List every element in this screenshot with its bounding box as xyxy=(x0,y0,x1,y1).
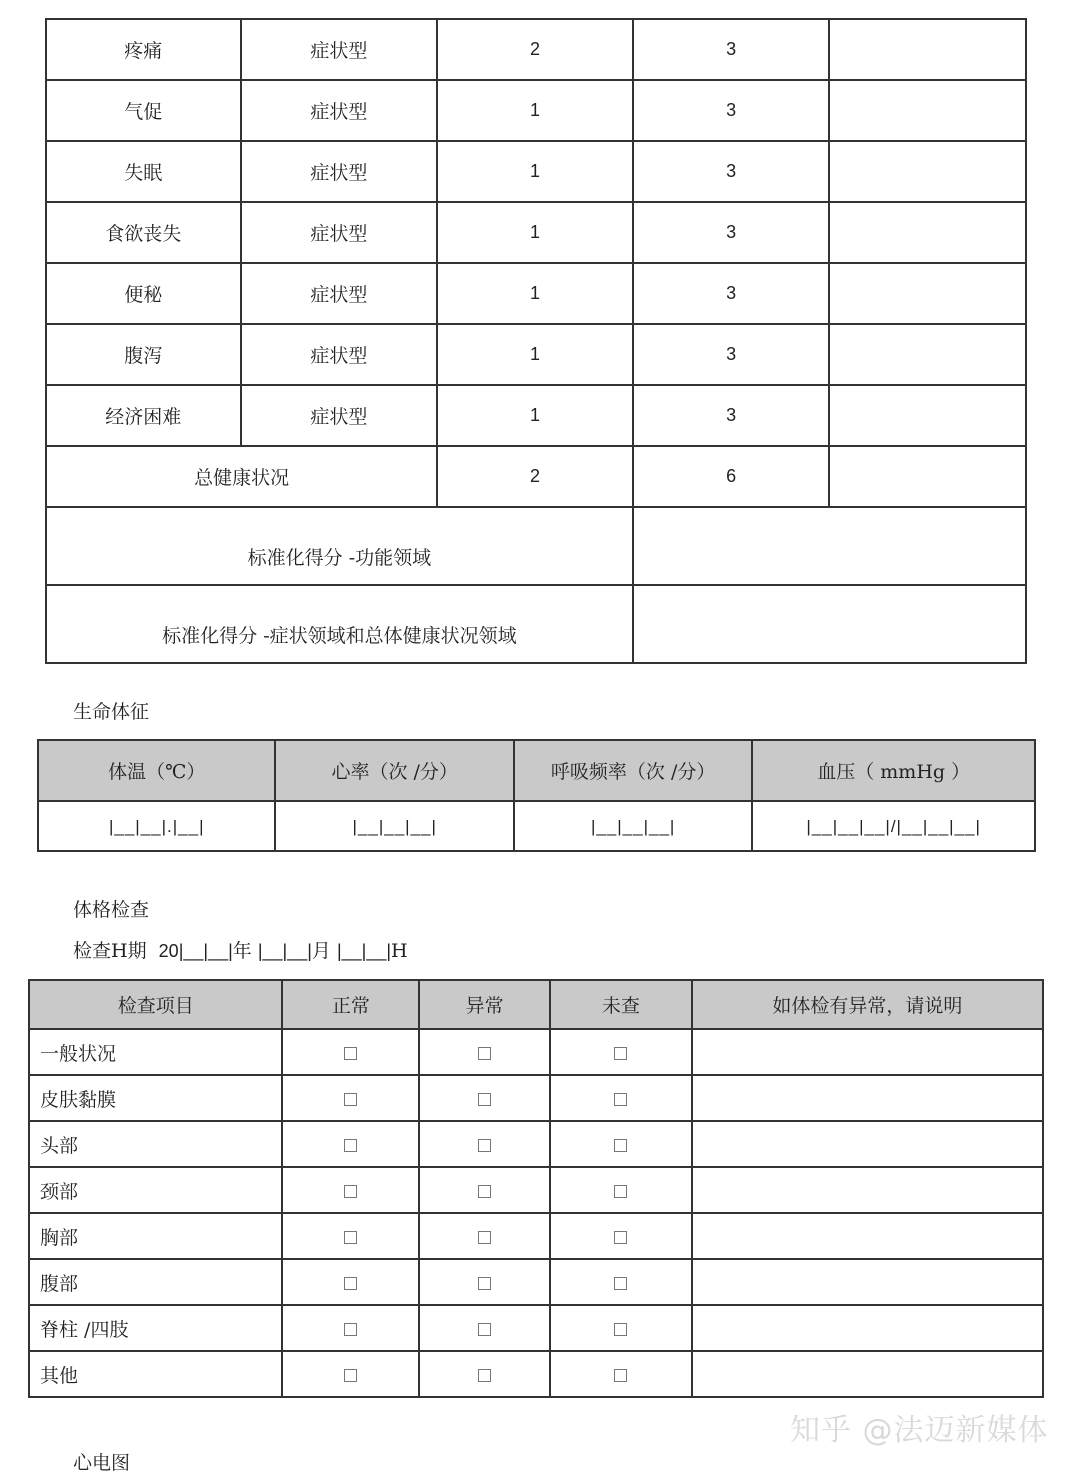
month-label: 月 xyxy=(311,940,331,962)
exam-header-normal: 正常 xyxy=(282,980,419,1029)
vitals-input-row xyxy=(38,801,1035,851)
physical-exam-title: 体格检查 xyxy=(73,899,150,921)
exam-notes-cell[interactable] xyxy=(692,1351,1043,1397)
exam-abnormal-checkbox[interactable] xyxy=(478,1185,491,1198)
exam-abnormal-cell xyxy=(419,1167,550,1213)
score-result-cell[interactable] xyxy=(829,385,1026,446)
exam-notes-cell[interactable] xyxy=(692,1305,1043,1351)
score-range: 3 xyxy=(633,263,830,324)
exam-normal-cell xyxy=(282,1029,419,1075)
score-result-cell[interactable] xyxy=(829,19,1026,80)
year-label: 年 xyxy=(232,940,252,962)
day-label: H xyxy=(391,940,408,962)
score-result-cell[interactable] xyxy=(829,202,1026,263)
score-row xyxy=(46,19,1026,80)
score-total-label: 总健康状况 xyxy=(46,446,437,507)
score-items-count: 1 xyxy=(437,80,633,141)
exam-month-field[interactable]: |__|__| xyxy=(257,941,312,961)
exam-abnormal-cell xyxy=(419,1075,550,1121)
exam-abnormal-cell xyxy=(419,1029,550,1075)
respiratory-rate-blank: |__|__|__| xyxy=(590,817,676,836)
respiratory-rate-field[interactable] xyxy=(514,801,752,851)
vitals-header-blood-pressure: 血压（ mmHg ） xyxy=(752,740,1035,801)
exam-date-label: 检查H期 xyxy=(73,940,147,962)
exam-row xyxy=(29,1121,1043,1167)
exam-row xyxy=(29,1075,1043,1121)
exam-not-checked-checkbox[interactable] xyxy=(614,1277,627,1290)
score-items-count: 1 xyxy=(437,263,633,324)
score-items-count: 1 xyxy=(437,141,633,202)
vitals-header-respiratory-rate: 呼吸频率（次 /分） xyxy=(514,740,752,801)
exam-abnormal-cell xyxy=(419,1121,550,1167)
exam-normal-cell xyxy=(282,1305,419,1351)
exam-normal-checkbox[interactable] xyxy=(344,1185,357,1198)
exam-not-checked-checkbox[interactable] xyxy=(614,1093,627,1106)
exam-date-line xyxy=(73,936,408,963)
exam-normal-cell xyxy=(282,1213,419,1259)
exam-not-checked-checkbox[interactable] xyxy=(614,1231,627,1244)
standardized-row xyxy=(46,585,1026,663)
score-total-row xyxy=(46,446,1026,507)
standardized-label: 标准化得分 -症状领域和总体健康状况领域 xyxy=(46,585,633,663)
exam-item-label: 胸部 xyxy=(29,1213,282,1259)
exam-not-checked-cell xyxy=(550,1121,692,1167)
score-row xyxy=(46,324,1026,385)
exam-normal-checkbox[interactable] xyxy=(344,1369,357,1382)
standardized-value-cell[interactable] xyxy=(633,507,1026,585)
score-type: 症状型 xyxy=(241,141,438,202)
exam-row xyxy=(29,1259,1043,1305)
exam-normal-cell xyxy=(282,1167,419,1213)
score-item: 疼痛 xyxy=(46,19,241,80)
score-items-count: 1 xyxy=(437,202,633,263)
exam-table-body xyxy=(29,1029,1043,1397)
score-result-cell[interactable] xyxy=(829,80,1026,141)
exam-header-abnormal: 异常 xyxy=(419,980,550,1029)
exam-item-label: 其他 xyxy=(29,1351,282,1397)
score-type: 症状型 xyxy=(241,80,438,141)
exam-header-not-checked: 未查 xyxy=(550,980,692,1029)
exam-row xyxy=(29,1213,1043,1259)
score-row xyxy=(46,385,1026,446)
exam-year-field[interactable]: 20|__|__| xyxy=(158,941,233,961)
exam-abnormal-cell xyxy=(419,1305,550,1351)
exam-normal-cell xyxy=(282,1075,419,1121)
score-item: 经济困难 xyxy=(46,385,241,446)
score-range: 3 xyxy=(633,202,830,263)
standardized-row xyxy=(46,507,1026,585)
exam-abnormal-cell xyxy=(419,1351,550,1397)
exam-abnormal-cell xyxy=(419,1213,550,1259)
vitals-table xyxy=(37,739,1036,852)
score-range: 3 xyxy=(633,19,830,80)
exam-not-checked-checkbox[interactable] xyxy=(614,1185,627,1198)
exam-item-label: 脊柱 /四肢 xyxy=(29,1305,282,1351)
exam-item-label: 皮肤黏膜 xyxy=(29,1075,282,1121)
score-result-cell[interactable] xyxy=(829,263,1026,324)
exam-not-checked-checkbox[interactable] xyxy=(614,1047,627,1060)
exam-notes-cell[interactable] xyxy=(692,1029,1043,1075)
standardized-value-cell[interactable] xyxy=(633,585,1026,663)
score-table-body xyxy=(46,19,1026,663)
exam-row xyxy=(29,1029,1043,1075)
score-items-count: 1 xyxy=(437,385,633,446)
exam-abnormal-cell xyxy=(419,1259,550,1305)
exam-not-checked-checkbox[interactable] xyxy=(614,1369,627,1382)
exam-not-checked-cell xyxy=(550,1259,692,1305)
score-range: 3 xyxy=(633,324,830,385)
exam-item-label: 腹部 xyxy=(29,1259,282,1305)
exam-not-checked-checkbox[interactable] xyxy=(614,1139,627,1152)
exam-item-label: 一般状况 xyxy=(29,1029,282,1075)
score-total-range: 6 xyxy=(633,446,830,507)
exam-row xyxy=(29,1305,1043,1351)
score-item: 气促 xyxy=(46,80,241,141)
physical-exam-table xyxy=(28,979,1044,1398)
exam-abnormal-checkbox[interactable] xyxy=(478,1047,491,1060)
score-total-result-cell[interactable] xyxy=(829,446,1026,507)
exam-row xyxy=(29,1351,1043,1397)
exam-notes-cell[interactable] xyxy=(692,1121,1043,1167)
score-row xyxy=(46,141,1026,202)
exam-not-checked-checkbox[interactable] xyxy=(614,1323,627,1336)
exam-abnormal-checkbox[interactable] xyxy=(478,1231,491,1244)
exam-day-field[interactable]: |__|__| xyxy=(336,941,392,961)
exam-normal-checkbox[interactable] xyxy=(344,1277,357,1290)
vitals-header-row xyxy=(38,740,1035,801)
score-type: 症状型 xyxy=(241,324,438,385)
temperature-blank: |__|__|.|__| xyxy=(108,817,205,836)
exam-row xyxy=(29,1167,1043,1213)
score-total-items-count: 2 xyxy=(437,446,633,507)
ecg-title: 心电图 xyxy=(73,1452,131,1474)
heart-rate-blank: |__|__|__| xyxy=(352,817,437,836)
score-item: 便秘 xyxy=(46,263,241,324)
exam-abnormal-checkbox[interactable] xyxy=(478,1093,491,1106)
vitals-title: 生命体征 xyxy=(73,701,150,723)
score-item: 腹泻 xyxy=(46,324,241,385)
exam-header-item: 检查项目 xyxy=(29,980,282,1029)
score-row xyxy=(46,202,1026,263)
score-table xyxy=(45,18,1027,664)
exam-normal-cell xyxy=(282,1259,419,1305)
exam-abnormal-checkbox[interactable] xyxy=(478,1139,491,1152)
score-items-count: 2 xyxy=(437,19,633,80)
score-row xyxy=(46,80,1026,141)
exam-notes-cell[interactable] xyxy=(692,1259,1043,1305)
exam-normal-checkbox[interactable] xyxy=(344,1231,357,1244)
exam-notes-cell[interactable] xyxy=(692,1075,1043,1121)
exam-abnormal-checkbox[interactable] xyxy=(478,1277,491,1290)
exam-not-checked-cell xyxy=(550,1351,692,1397)
score-item: 食欲丧失 xyxy=(46,202,241,263)
watermark: 知乎 @法迈新媒体 xyxy=(790,1413,1049,1448)
score-result-cell[interactable] xyxy=(829,141,1026,202)
exam-normal-cell xyxy=(282,1121,419,1167)
standardized-label: 标准化得分 -功能领域 xyxy=(46,507,633,585)
exam-not-checked-cell xyxy=(550,1305,692,1351)
exam-header-row xyxy=(29,980,1043,1029)
score-type: 症状型 xyxy=(241,202,438,263)
exam-abnormal-checkbox[interactable] xyxy=(478,1369,491,1382)
exam-not-checked-cell xyxy=(550,1075,692,1121)
temperature-field[interactable] xyxy=(38,801,275,851)
score-items-count: 1 xyxy=(437,324,633,385)
exam-not-checked-cell xyxy=(550,1029,692,1075)
exam-not-checked-cell xyxy=(550,1167,692,1213)
exam-abnormal-checkbox[interactable] xyxy=(478,1323,491,1336)
score-type: 症状型 xyxy=(241,385,438,446)
heart-rate-field[interactable] xyxy=(275,801,513,851)
vitals-header-heart-rate: 心率（次 /分） xyxy=(275,740,513,801)
score-range: 3 xyxy=(633,80,830,141)
exam-notes-cell[interactable] xyxy=(692,1213,1043,1259)
score-result-cell[interactable] xyxy=(829,324,1026,385)
blood-pressure-blank: |__|__|__|/|__|__|__| xyxy=(806,817,981,836)
exam-normal-checkbox[interactable] xyxy=(344,1047,357,1060)
exam-normal-checkbox[interactable] xyxy=(344,1093,357,1106)
exam-notes-cell[interactable] xyxy=(692,1167,1043,1213)
score-type: 症状型 xyxy=(241,263,438,324)
score-type: 症状型 xyxy=(241,19,438,80)
exam-item-label: 颈部 xyxy=(29,1167,282,1213)
exam-normal-checkbox[interactable] xyxy=(344,1323,357,1336)
exam-header-notes: 如体检有异常，请说明 xyxy=(692,980,1043,1029)
score-row xyxy=(46,263,1026,324)
exam-normal-checkbox[interactable] xyxy=(344,1139,357,1152)
score-range: 3 xyxy=(633,385,830,446)
score-range: 3 xyxy=(633,141,830,202)
score-item: 失眠 xyxy=(46,141,241,202)
vitals-header-temperature: 体温（℃） xyxy=(38,740,275,801)
exam-not-checked-cell xyxy=(550,1213,692,1259)
exam-item-label: 头部 xyxy=(29,1121,282,1167)
blood-pressure-field[interactable] xyxy=(752,801,1035,851)
exam-normal-cell xyxy=(282,1351,419,1397)
